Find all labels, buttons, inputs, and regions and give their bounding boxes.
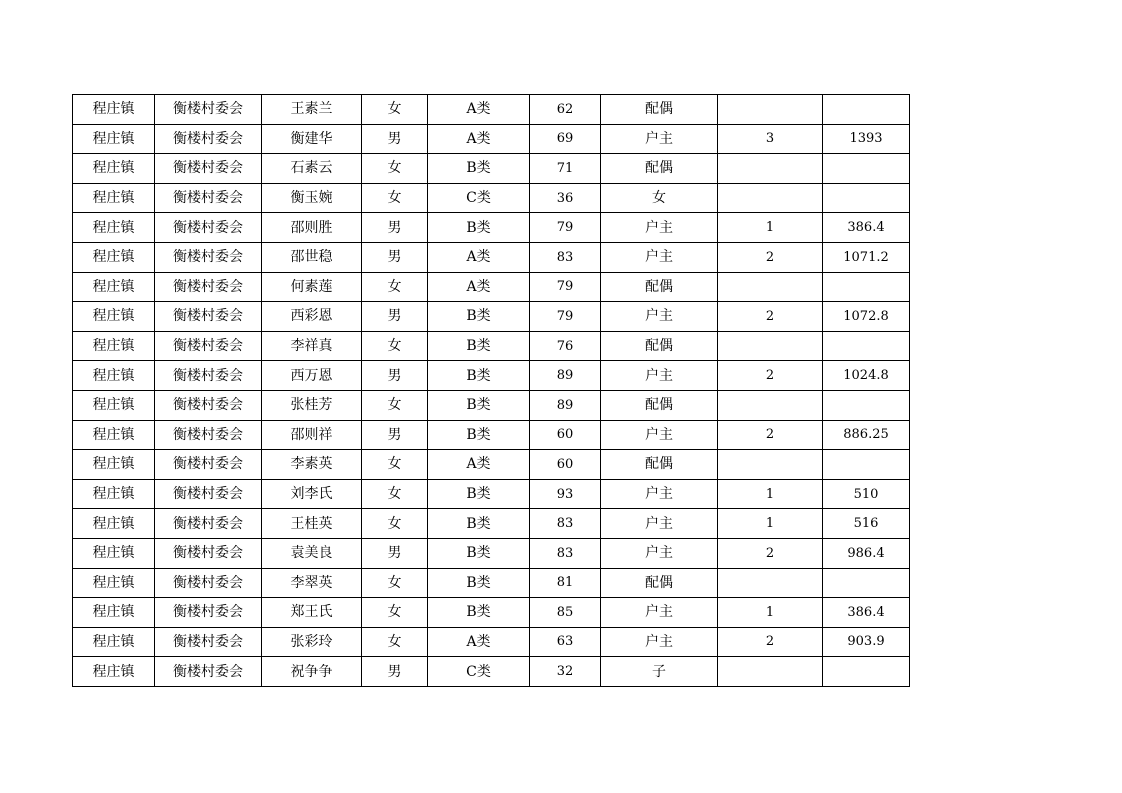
name-cell: 李素英 <box>262 450 362 480</box>
table-row <box>73 361 910 391</box>
age-cell: 83 <box>530 242 601 272</box>
amount-cell: 1071.2 <box>823 242 910 272</box>
name-cell: 张彩玲 <box>262 627 362 657</box>
relation-cell: 户主 <box>601 538 718 568</box>
category-cell: A类 <box>428 450 530 480</box>
town-cell: 程庄镇 <box>73 420 155 450</box>
relation-cell: 配偶 <box>601 331 718 361</box>
amount-cell: 1024.8 <box>823 361 910 391</box>
town-cell: 程庄镇 <box>73 154 155 184</box>
category-cell: C类 <box>428 183 530 213</box>
age-cell: 83 <box>530 538 601 568</box>
gender-cell: 男 <box>362 213 428 243</box>
amount-cell <box>823 331 910 361</box>
relation-cell: 配偶 <box>601 390 718 420</box>
household-size-cell: 3 <box>718 124 823 154</box>
table-row <box>73 627 910 657</box>
category-cell: B类 <box>428 420 530 450</box>
gender-cell: 女 <box>362 479 428 509</box>
relation-cell: 户主 <box>601 420 718 450</box>
amount-cell <box>823 95 910 125</box>
relation-cell: 配偶 <box>601 568 718 598</box>
age-cell: 63 <box>530 627 601 657</box>
name-cell: 王桂英 <box>262 509 362 539</box>
village-committee-cell: 衡楼村委会 <box>155 420 262 450</box>
village-committee-cell: 衡楼村委会 <box>155 183 262 213</box>
relation-cell: 户主 <box>601 509 718 539</box>
name-cell: 王素兰 <box>262 95 362 125</box>
name-cell: 刘李氏 <box>262 479 362 509</box>
name-cell: 邵世稳 <box>262 242 362 272</box>
gender-cell: 男 <box>362 420 428 450</box>
table-row <box>73 154 910 184</box>
town-cell: 程庄镇 <box>73 390 155 420</box>
age-cell: 79 <box>530 213 601 243</box>
relation-cell: 女 <box>601 183 718 213</box>
village-committee-cell: 衡楼村委会 <box>155 568 262 598</box>
amount-cell <box>823 272 910 302</box>
age-cell: 69 <box>530 124 601 154</box>
name-cell: 衡玉婉 <box>262 183 362 213</box>
category-cell: B类 <box>428 479 530 509</box>
village-committee-cell: 衡楼村委会 <box>155 657 262 687</box>
gender-cell: 男 <box>362 538 428 568</box>
name-cell: 袁美良 <box>262 538 362 568</box>
amount-cell <box>823 568 910 598</box>
category-cell: B类 <box>428 302 530 332</box>
age-cell: 83 <box>530 509 601 539</box>
table-row <box>73 183 910 213</box>
table-row <box>73 302 910 332</box>
household-size-cell: 2 <box>718 627 823 657</box>
village-committee-cell: 衡楼村委会 <box>155 361 262 391</box>
household-size-cell: 2 <box>718 538 823 568</box>
age-cell: 79 <box>530 272 601 302</box>
household-size-cell <box>718 568 823 598</box>
household-size-cell: 2 <box>718 302 823 332</box>
village-committee-cell: 衡楼村委会 <box>155 627 262 657</box>
gender-cell: 男 <box>362 302 428 332</box>
town-cell: 程庄镇 <box>73 657 155 687</box>
household-size-cell <box>718 154 823 184</box>
category-cell: B类 <box>428 509 530 539</box>
name-cell: 何素莲 <box>262 272 362 302</box>
name-cell: 衡建华 <box>262 124 362 154</box>
town-cell: 程庄镇 <box>73 509 155 539</box>
household-size-cell <box>718 95 823 125</box>
relation-cell: 子 <box>601 657 718 687</box>
table-row <box>73 509 910 539</box>
relation-cell: 配偶 <box>601 450 718 480</box>
town-cell: 程庄镇 <box>73 538 155 568</box>
table-row <box>73 272 910 302</box>
relation-cell: 配偶 <box>601 154 718 184</box>
town-cell: 程庄镇 <box>73 95 155 125</box>
amount-cell <box>823 154 910 184</box>
data-table <box>72 94 910 687</box>
village-committee-cell: 衡楼村委会 <box>155 272 262 302</box>
category-cell: A类 <box>428 124 530 154</box>
relation-cell: 配偶 <box>601 272 718 302</box>
town-cell: 程庄镇 <box>73 302 155 332</box>
gender-cell: 女 <box>362 95 428 125</box>
name-cell: 李翠英 <box>262 568 362 598</box>
age-cell: 89 <box>530 361 601 391</box>
household-size-cell <box>718 183 823 213</box>
household-size-cell: 1 <box>718 479 823 509</box>
town-cell: 程庄镇 <box>73 183 155 213</box>
category-cell: A类 <box>428 627 530 657</box>
village-committee-cell: 衡楼村委会 <box>155 479 262 509</box>
gender-cell: 男 <box>362 657 428 687</box>
amount-cell: 386.4 <box>823 598 910 628</box>
table-body <box>73 95 910 687</box>
name-cell: 郑王氏 <box>262 598 362 628</box>
category-cell: B类 <box>428 390 530 420</box>
household-size-cell <box>718 657 823 687</box>
age-cell: 89 <box>530 390 601 420</box>
amount-cell: 1393 <box>823 124 910 154</box>
table-row <box>73 95 910 125</box>
age-cell: 60 <box>530 420 601 450</box>
table-row <box>73 390 910 420</box>
table-row <box>73 598 910 628</box>
household-size-cell: 2 <box>718 361 823 391</box>
age-cell: 79 <box>530 302 601 332</box>
household-size-cell <box>718 450 823 480</box>
name-cell: 邵则胜 <box>262 213 362 243</box>
table-row <box>73 420 910 450</box>
relation-cell: 户主 <box>601 213 718 243</box>
village-committee-cell: 衡楼村委会 <box>155 154 262 184</box>
gender-cell: 女 <box>362 598 428 628</box>
town-cell: 程庄镇 <box>73 213 155 243</box>
gender-cell: 女 <box>362 450 428 480</box>
category-cell: B类 <box>428 331 530 361</box>
relation-cell: 配偶 <box>601 95 718 125</box>
category-cell: C类 <box>428 657 530 687</box>
household-size-cell <box>718 331 823 361</box>
table-row <box>73 538 910 568</box>
table-row <box>73 657 910 687</box>
age-cell: 76 <box>530 331 601 361</box>
name-cell: 西彩恩 <box>262 302 362 332</box>
gender-cell: 女 <box>362 331 428 361</box>
village-committee-cell: 衡楼村委会 <box>155 95 262 125</box>
village-committee-cell: 衡楼村委会 <box>155 450 262 480</box>
village-committee-cell: 衡楼村委会 <box>155 302 262 332</box>
name-cell: 石素云 <box>262 154 362 184</box>
amount-cell: 886.25 <box>823 420 910 450</box>
village-committee-cell: 衡楼村委会 <box>155 598 262 628</box>
town-cell: 程庄镇 <box>73 331 155 361</box>
town-cell: 程庄镇 <box>73 272 155 302</box>
age-cell: 60 <box>530 450 601 480</box>
village-committee-cell: 衡楼村委会 <box>155 538 262 568</box>
table-row <box>73 479 910 509</box>
household-size-cell: 1 <box>718 213 823 243</box>
gender-cell: 男 <box>362 361 428 391</box>
town-cell: 程庄镇 <box>73 242 155 272</box>
village-committee-cell: 衡楼村委会 <box>155 124 262 154</box>
name-cell: 邵则祥 <box>262 420 362 450</box>
name-cell: 西万恩 <box>262 361 362 391</box>
amount-cell: 1072.8 <box>823 302 910 332</box>
category-cell: A类 <box>428 272 530 302</box>
amount-cell: 510 <box>823 479 910 509</box>
category-cell: B类 <box>428 568 530 598</box>
category-cell: B类 <box>428 361 530 391</box>
relation-cell: 户主 <box>601 598 718 628</box>
village-committee-cell: 衡楼村委会 <box>155 331 262 361</box>
gender-cell: 女 <box>362 272 428 302</box>
name-cell: 李祥真 <box>262 331 362 361</box>
category-cell: B类 <box>428 538 530 568</box>
relation-cell: 户主 <box>601 242 718 272</box>
age-cell: 32 <box>530 657 601 687</box>
amount-cell: 516 <box>823 509 910 539</box>
age-cell: 36 <box>530 183 601 213</box>
table-row <box>73 242 910 272</box>
category-cell: B类 <box>428 213 530 243</box>
gender-cell: 男 <box>362 124 428 154</box>
town-cell: 程庄镇 <box>73 598 155 628</box>
village-committee-cell: 衡楼村委会 <box>155 390 262 420</box>
amount-cell <box>823 390 910 420</box>
relation-cell: 户主 <box>601 302 718 332</box>
town-cell: 程庄镇 <box>73 568 155 598</box>
amount-cell: 903.9 <box>823 627 910 657</box>
gender-cell: 女 <box>362 390 428 420</box>
relation-cell: 户主 <box>601 124 718 154</box>
household-size-cell: 1 <box>718 598 823 628</box>
category-cell: B类 <box>428 154 530 184</box>
name-cell: 祝争争 <box>262 657 362 687</box>
village-committee-cell: 衡楼村委会 <box>155 242 262 272</box>
age-cell: 93 <box>530 479 601 509</box>
table-row <box>73 568 910 598</box>
relation-cell: 户主 <box>601 627 718 657</box>
table-row <box>73 124 910 154</box>
village-committee-cell: 衡楼村委会 <box>155 509 262 539</box>
age-cell: 71 <box>530 154 601 184</box>
gender-cell: 女 <box>362 627 428 657</box>
town-cell: 程庄镇 <box>73 479 155 509</box>
category-cell: A类 <box>428 95 530 125</box>
relation-cell: 户主 <box>601 479 718 509</box>
age-cell: 81 <box>530 568 601 598</box>
town-cell: 程庄镇 <box>73 627 155 657</box>
town-cell: 程庄镇 <box>73 361 155 391</box>
household-size-cell <box>718 272 823 302</box>
gender-cell: 女 <box>362 568 428 598</box>
household-size-cell: 2 <box>718 420 823 450</box>
amount-cell <box>823 450 910 480</box>
household-size-cell: 1 <box>718 509 823 539</box>
household-size-cell: 2 <box>718 242 823 272</box>
town-cell: 程庄镇 <box>73 450 155 480</box>
category-cell: A类 <box>428 242 530 272</box>
category-cell: B类 <box>428 598 530 628</box>
household-size-cell <box>718 390 823 420</box>
amount-cell: 986.4 <box>823 538 910 568</box>
village-committee-cell: 衡楼村委会 <box>155 213 262 243</box>
age-cell: 85 <box>530 598 601 628</box>
relation-cell: 户主 <box>601 361 718 391</box>
gender-cell: 男 <box>362 242 428 272</box>
amount-cell <box>823 183 910 213</box>
name-cell: 张桂芳 <box>262 390 362 420</box>
town-cell: 程庄镇 <box>73 124 155 154</box>
amount-cell: 386.4 <box>823 213 910 243</box>
gender-cell: 女 <box>362 509 428 539</box>
amount-cell <box>823 657 910 687</box>
table-row <box>73 213 910 243</box>
table-row <box>73 331 910 361</box>
table-row <box>73 450 910 480</box>
age-cell: 62 <box>530 95 601 125</box>
gender-cell: 女 <box>362 183 428 213</box>
gender-cell: 女 <box>362 154 428 184</box>
